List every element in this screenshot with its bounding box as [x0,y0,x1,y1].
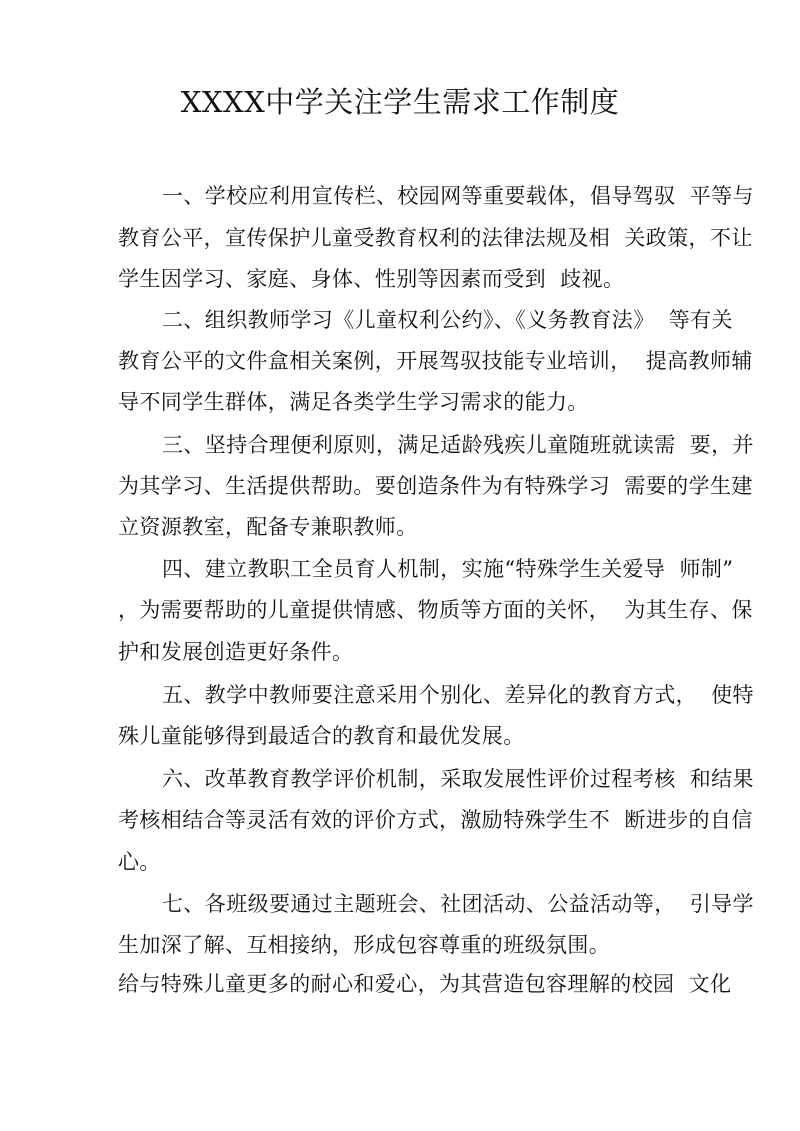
paragraph-8-line-1: 给与特殊儿童更多的耐心和爱心，为其营造包容理解的校园 文化 [118,972,732,996]
paragraph-2-line-2: 教育公平的文件盒相关案例，开展驾驭技能专业培训， 提高教师辅 [118,349,753,373]
document-title: XXXX中学关注学生需求工作制度 [180,85,620,119]
paragraph-6-line-3: 心。 [118,850,161,874]
paragraph-2-line-1: 二、组织教师学习《儿童权利公约》、《义务教育法》 等有关 [162,308,733,332]
paragraph-6-line-1: 六、改革教育教学评价机制，采取发展性评价过程考核 和结果 [162,767,754,791]
paragraph-1-line-3: 学生因学习、家庭、身体、性别等因素而受到 歧视。 [118,267,625,291]
paragraph-4-line-3: 护和发展创造更好条件。 [118,640,354,664]
paragraph-4-line-1: 四、建立教职工全员育人机制，实施“特殊学生关爱导 师制” [162,557,734,581]
paragraph-5-line-1: 五、教学中教师要注意采用个别化、差异化的教育方式， 使特 [162,683,754,707]
paragraph-3-line-2: 为其学习、生活提供帮助。要创造条件为有特殊学习 需要的学生建 [118,474,753,498]
paragraph-5-line-2: 殊儿童能够得到最适合的教育和最优发展。 [118,724,525,748]
paragraph-7-line-2: 生加深了解、互相接纳，形成包容尊重的班级氛围。 [118,933,611,957]
paragraph-1-line-2: 教育公平，宣传保护儿童受教育权利的法律法规及相 关政策，不让 [118,226,753,250]
paragraph-6-line-2: 考核相结合等灵活有效的评价方式，激励特殊学生不 断进步的自信 [118,808,753,832]
paragraph-3-line-3: 立资源教室，配备专兼职教师。 [118,515,418,539]
paragraph-1-line-1: 一、学校应利用宣传栏、校园网等重要载体，倡导驾驭 平等与 [162,184,754,208]
paragraph-7-line-1: 七、各班级要通过主题班会、社团活动、公益活动等， 引导学 [162,892,754,916]
paragraph-4-line-2: ，为需要帮助的儿童提供情感、物质等方面的关怀， 为其生存、保 [118,598,753,622]
paragraph-3-line-1: 三、坚持合理便利原则，满足适龄残疾儿童随班就读需 要，并 [162,433,754,457]
paragraph-2-line-3: 导不同学生群体，满足各类学生学习需求的能力。 [118,390,589,414]
